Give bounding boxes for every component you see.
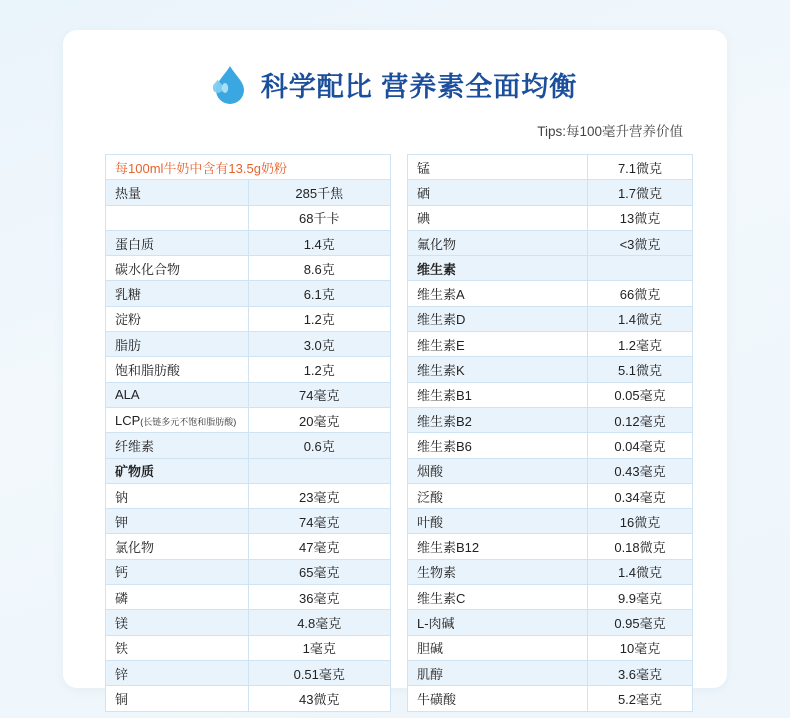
nutrient-value: 13微克 bbox=[588, 205, 693, 230]
nutrient-name: 叶酸 bbox=[408, 509, 588, 534]
nutrient-name: 纤维素 bbox=[106, 433, 249, 458]
nutrient-value: 5.2毫克 bbox=[588, 686, 693, 711]
nutrient-name: 生物素 bbox=[408, 559, 588, 584]
nutrient-value: 36毫克 bbox=[248, 585, 391, 610]
table-row bbox=[106, 180, 391, 205]
table-row bbox=[408, 205, 693, 230]
nutrient-value: 1毫克 bbox=[248, 635, 391, 660]
nutrient-value: 0.04毫克 bbox=[588, 433, 693, 458]
nutrient-value: 0.18微克 bbox=[588, 534, 693, 559]
table-row bbox=[408, 306, 693, 331]
nutrient-value: <3微克 bbox=[588, 230, 693, 255]
nutrient-name: 维生素B1 bbox=[408, 382, 588, 407]
nutrient-name: 钠 bbox=[106, 483, 249, 508]
table-row bbox=[408, 509, 693, 534]
table-row bbox=[106, 332, 391, 357]
table-section-row bbox=[408, 256, 693, 281]
nutrient-name: LCP(长链多元不饱和脂肪酸) bbox=[106, 407, 249, 432]
nutrient-name: 维生素B6 bbox=[408, 433, 588, 458]
nutrient-value: 74毫克 bbox=[248, 382, 391, 407]
table-row bbox=[106, 306, 391, 331]
nutrient-name: 铁 bbox=[106, 635, 249, 660]
nutrient-name: 热量 bbox=[106, 180, 249, 205]
table-row bbox=[106, 559, 391, 584]
nutrient-value: 20毫克 bbox=[248, 407, 391, 432]
nutrient-value bbox=[588, 256, 693, 281]
table-row bbox=[106, 357, 391, 382]
table-row bbox=[408, 357, 693, 382]
table-row bbox=[106, 534, 391, 559]
nutrient-name: ALA bbox=[106, 382, 249, 407]
table-row bbox=[106, 230, 391, 255]
table-row bbox=[408, 407, 693, 432]
nutrient-value: 1.4克 bbox=[248, 230, 391, 255]
nutrient-value: 3.6毫克 bbox=[588, 660, 693, 685]
nutrient-value: 74毫克 bbox=[248, 509, 391, 534]
table-row bbox=[106, 205, 391, 230]
nutrient-value: 4.8毫克 bbox=[248, 610, 391, 635]
water-drop-icon bbox=[213, 64, 247, 104]
right-nutrition-table bbox=[407, 154, 693, 712]
nutrient-value: 0.05毫克 bbox=[588, 382, 693, 407]
nutrient-value: 66微克 bbox=[588, 281, 693, 306]
table-row bbox=[106, 483, 391, 508]
nutrient-name: 饱和脂肪酸 bbox=[106, 357, 249, 382]
table-row bbox=[408, 610, 693, 635]
nutrition-tables bbox=[63, 140, 727, 712]
table-row bbox=[106, 635, 391, 660]
nutrient-name: 牛磺酸 bbox=[408, 686, 588, 711]
table-row bbox=[106, 256, 391, 281]
table-row bbox=[408, 585, 693, 610]
nutrient-name: 镁 bbox=[106, 610, 249, 635]
nutrient-value: 0.95毫克 bbox=[588, 610, 693, 635]
nutrient-name: 蛋白质 bbox=[106, 230, 249, 255]
nutrient-value: 65毫克 bbox=[248, 559, 391, 584]
table-row bbox=[106, 281, 391, 306]
nutrient-value: 16微克 bbox=[588, 509, 693, 534]
nutrient-value: 0.34毫克 bbox=[588, 483, 693, 508]
table-caption-row bbox=[106, 155, 391, 180]
nutrient-value: 0.43毫克 bbox=[588, 458, 693, 483]
nutrient-value: 0.12毫克 bbox=[588, 407, 693, 432]
page-title: 科学配比 营养素全面均衡 bbox=[260, 71, 578, 102]
nutrient-value: 8.6克 bbox=[248, 256, 391, 281]
table-row bbox=[408, 686, 693, 711]
nutrient-name: 氯化物 bbox=[106, 534, 249, 559]
nutrient-name: 脂肪 bbox=[106, 332, 249, 357]
nutrient-name: 肌醇 bbox=[408, 660, 588, 685]
nutrient-value: 6.1克 bbox=[248, 281, 391, 306]
nutrient-value: 0.6克 bbox=[248, 433, 391, 458]
nutrient-name: L-肉碱 bbox=[408, 610, 588, 635]
nutrient-value: 1.4微克 bbox=[588, 306, 693, 331]
nutrient-value: 9.9毫克 bbox=[588, 585, 693, 610]
tips-text: Tips:每100毫升营养价值 bbox=[537, 124, 683, 139]
nutrient-name: 维生素B2 bbox=[408, 407, 588, 432]
nutrient-name: 铜 bbox=[106, 686, 249, 711]
nutrient-name: 氟化物 bbox=[408, 230, 588, 255]
nutrient-value: 10毫克 bbox=[588, 635, 693, 660]
table-row bbox=[106, 610, 391, 635]
table-row bbox=[106, 407, 391, 432]
nutrient-name: 烟酸 bbox=[408, 458, 588, 483]
table-row bbox=[408, 281, 693, 306]
table-row bbox=[408, 382, 693, 407]
nutrient-name: 锌 bbox=[106, 660, 249, 685]
nutrient-value: 5.1微克 bbox=[588, 357, 693, 382]
nutrient-name: 碳水化合物 bbox=[106, 256, 249, 281]
table-row bbox=[408, 483, 693, 508]
nutrient-name bbox=[106, 205, 249, 230]
nutrient-name: 矿物质 bbox=[106, 458, 249, 483]
nutrient-value: 43微克 bbox=[248, 686, 391, 711]
nutrient-name: 钾 bbox=[106, 509, 249, 534]
nutrient-name: 硒 bbox=[408, 180, 588, 205]
nutrient-name: 维生素C bbox=[408, 585, 588, 610]
table-row bbox=[408, 660, 693, 685]
nutrient-name: 乳糖 bbox=[106, 281, 249, 306]
nutrient-name: 锰 bbox=[408, 155, 588, 180]
nutrient-name: 维生素E bbox=[408, 332, 588, 357]
nutrient-name: 维生素K bbox=[408, 357, 588, 382]
nutrient-name: 碘 bbox=[408, 205, 588, 230]
right-column bbox=[407, 154, 693, 712]
nutrient-value: 285千焦 bbox=[248, 180, 391, 205]
table-row bbox=[408, 534, 693, 559]
nutrient-value bbox=[248, 458, 391, 483]
table-row bbox=[106, 686, 391, 711]
nutrient-value: 3.0克 bbox=[248, 332, 391, 357]
nutrient-value: 1.2克 bbox=[248, 357, 391, 382]
nutrient-name: 淀粉 bbox=[106, 306, 249, 331]
nutrient-value: 1.7微克 bbox=[588, 180, 693, 205]
table-row bbox=[408, 180, 693, 205]
table-row bbox=[408, 635, 693, 660]
nutrient-name: 胆碱 bbox=[408, 635, 588, 660]
nutrient-name-note: (长链多元不饱和脂肪酸) bbox=[140, 416, 237, 427]
nutrient-name: 维生素 bbox=[408, 256, 588, 281]
table-row bbox=[106, 509, 391, 534]
nutrient-value: 68千卡 bbox=[248, 205, 391, 230]
nutrient-value: 0.51毫克 bbox=[248, 660, 391, 685]
left-column bbox=[105, 154, 391, 712]
left-nutrition-table bbox=[105, 154, 391, 712]
nutrient-value: 23毫克 bbox=[248, 483, 391, 508]
nutrient-value: 1.4微克 bbox=[588, 559, 693, 584]
table-row bbox=[106, 382, 391, 407]
nutrient-name: 维生素D bbox=[408, 306, 588, 331]
table-row bbox=[408, 458, 693, 483]
nutrition-card bbox=[63, 30, 727, 707]
table-row bbox=[408, 332, 693, 357]
nutrient-value: 1.2毫克 bbox=[588, 332, 693, 357]
table-caption: 每100ml牛奶中含有13.5g奶粉 bbox=[106, 155, 391, 180]
table-row bbox=[408, 155, 693, 180]
table-row bbox=[106, 660, 391, 685]
table-row bbox=[106, 585, 391, 610]
table-row bbox=[408, 433, 693, 458]
nutrient-value: 1.2克 bbox=[248, 306, 391, 331]
table-section-row bbox=[106, 458, 391, 483]
nutrient-name: 维生素B12 bbox=[408, 534, 588, 559]
table-row bbox=[408, 559, 693, 584]
table-row bbox=[408, 230, 693, 255]
nutrient-name: 钙 bbox=[106, 559, 249, 584]
nutrient-name: 维生素A bbox=[408, 281, 588, 306]
nutrient-name: 磷 bbox=[106, 585, 249, 610]
page-header bbox=[63, 30, 727, 104]
table-row bbox=[106, 433, 391, 458]
nutrient-value: 47毫克 bbox=[248, 534, 391, 559]
nutrient-name: 泛酸 bbox=[408, 483, 588, 508]
nutrient-value: 7.1微克 bbox=[588, 155, 693, 180]
